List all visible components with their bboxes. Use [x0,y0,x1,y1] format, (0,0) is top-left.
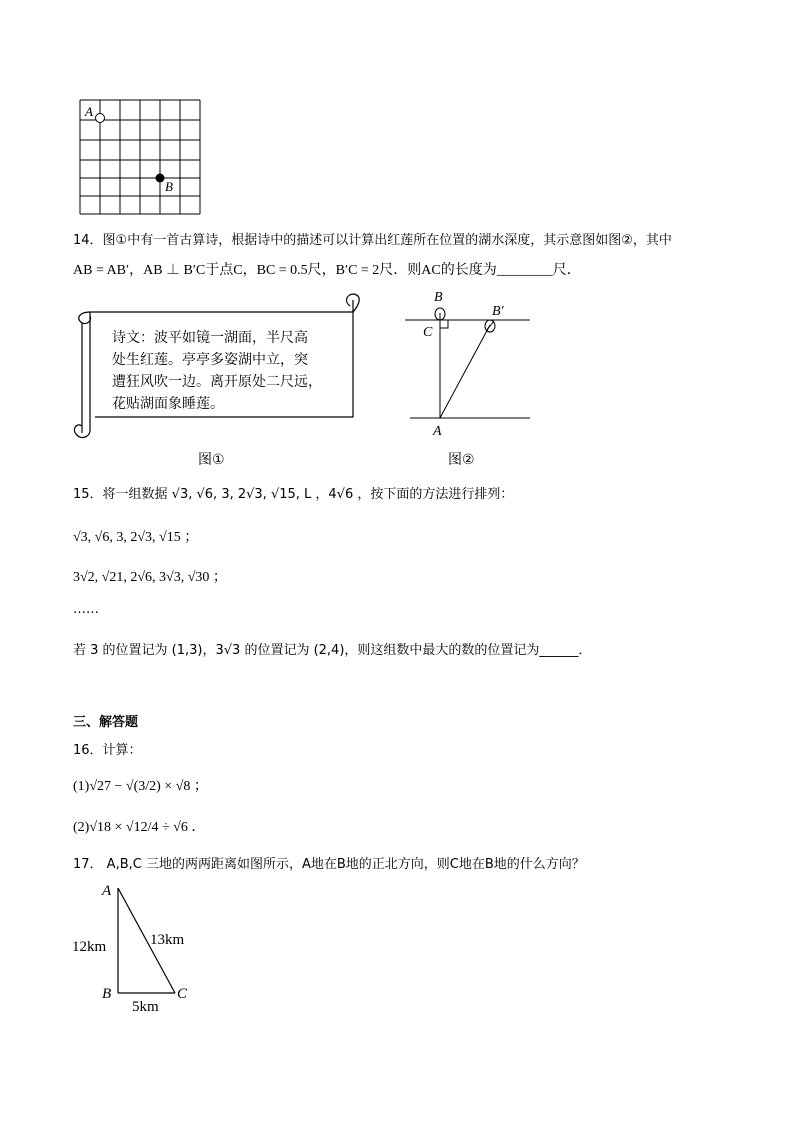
q16-part2: (2)√18 × √12/4 ÷ √6 ． [73,820,206,835]
point-a-marker [96,114,105,123]
q17-text: 17． A,B,C 三地的两两距离如图所示，A地在B地的正北方向，则C地在B地的什么方向？ [73,857,585,872]
point-b-marker [156,174,165,183]
q16-title: 16．计算： [73,743,142,758]
q15-question: 若 3 的位置记为 (1,3)，3√3 的位置记为 (2,4)，则这组数中最大的数的位置记为______． [73,643,592,658]
poem-line-4: 花贴湖面象睡莲。 [112,396,224,412]
tri-label-b: B [102,986,112,1002]
poem-line-1: 诗文：波平如镜一湖面，半尺高 [112,330,308,346]
poem-line-3: 遭狂风吹一边。离开原处二尺远， [112,374,322,390]
section3-title: 三、解答题 [73,715,139,730]
fig2-label-c: C [423,325,433,340]
triangle-figure [70,878,210,1018]
scroll-figure [70,290,370,442]
fig2-label-bprime: B′ [492,304,504,319]
svg-text:诗文：波平如镜一湖面，半尺高 处生红莲。亭亭多姿湖中 [112,329,326,412]
q15-row2: 3√2, √21, 2√6, 3√3, √30 ； [73,570,227,585]
tri-label-a: A [102,883,112,899]
q15-line1: 15．将一组数据 √3, √6, 3, 2√3, √15, L ，4√6 ，按下面的方法进行排列： [73,487,514,502]
fig1-caption: 图① [198,452,225,468]
q16-part1: (1)√27 − √(3/2) × √8 ； [73,779,208,794]
grid-figure [70,90,210,220]
fig2-label-b: B [434,290,443,305]
q15-dots: …… [73,602,99,617]
tri-label-ac: 13km [150,932,185,948]
q15-row1: √3, √6, 3, 2√3, √15 ； [73,530,199,545]
tri-label-ab: 12km [72,939,107,955]
tri-label-c: C [177,986,188,1002]
poem-line-2: 处生红莲。亭亭多姿湖中立，突 [112,352,308,368]
tri-label-bc: 5km [132,999,159,1015]
fig2-label-a: A [433,424,442,439]
q14-line1: 14．图①中有一首古算诗，根据诗中的描述可以计算出红莲所在位置的湖水深度，其示意图如图②，其中 [73,233,672,248]
grid-label-b: B [165,179,173,194]
lotus-figure [400,285,540,440]
fig2-caption: 图② [448,452,475,468]
q14-line2: AB = AB′，AB ⊥ B′C于点C，BC = 0.5尺，B′C = 2尺．则AC的长度为________尺． [73,263,581,278]
grid-label-a: A [85,104,93,119]
